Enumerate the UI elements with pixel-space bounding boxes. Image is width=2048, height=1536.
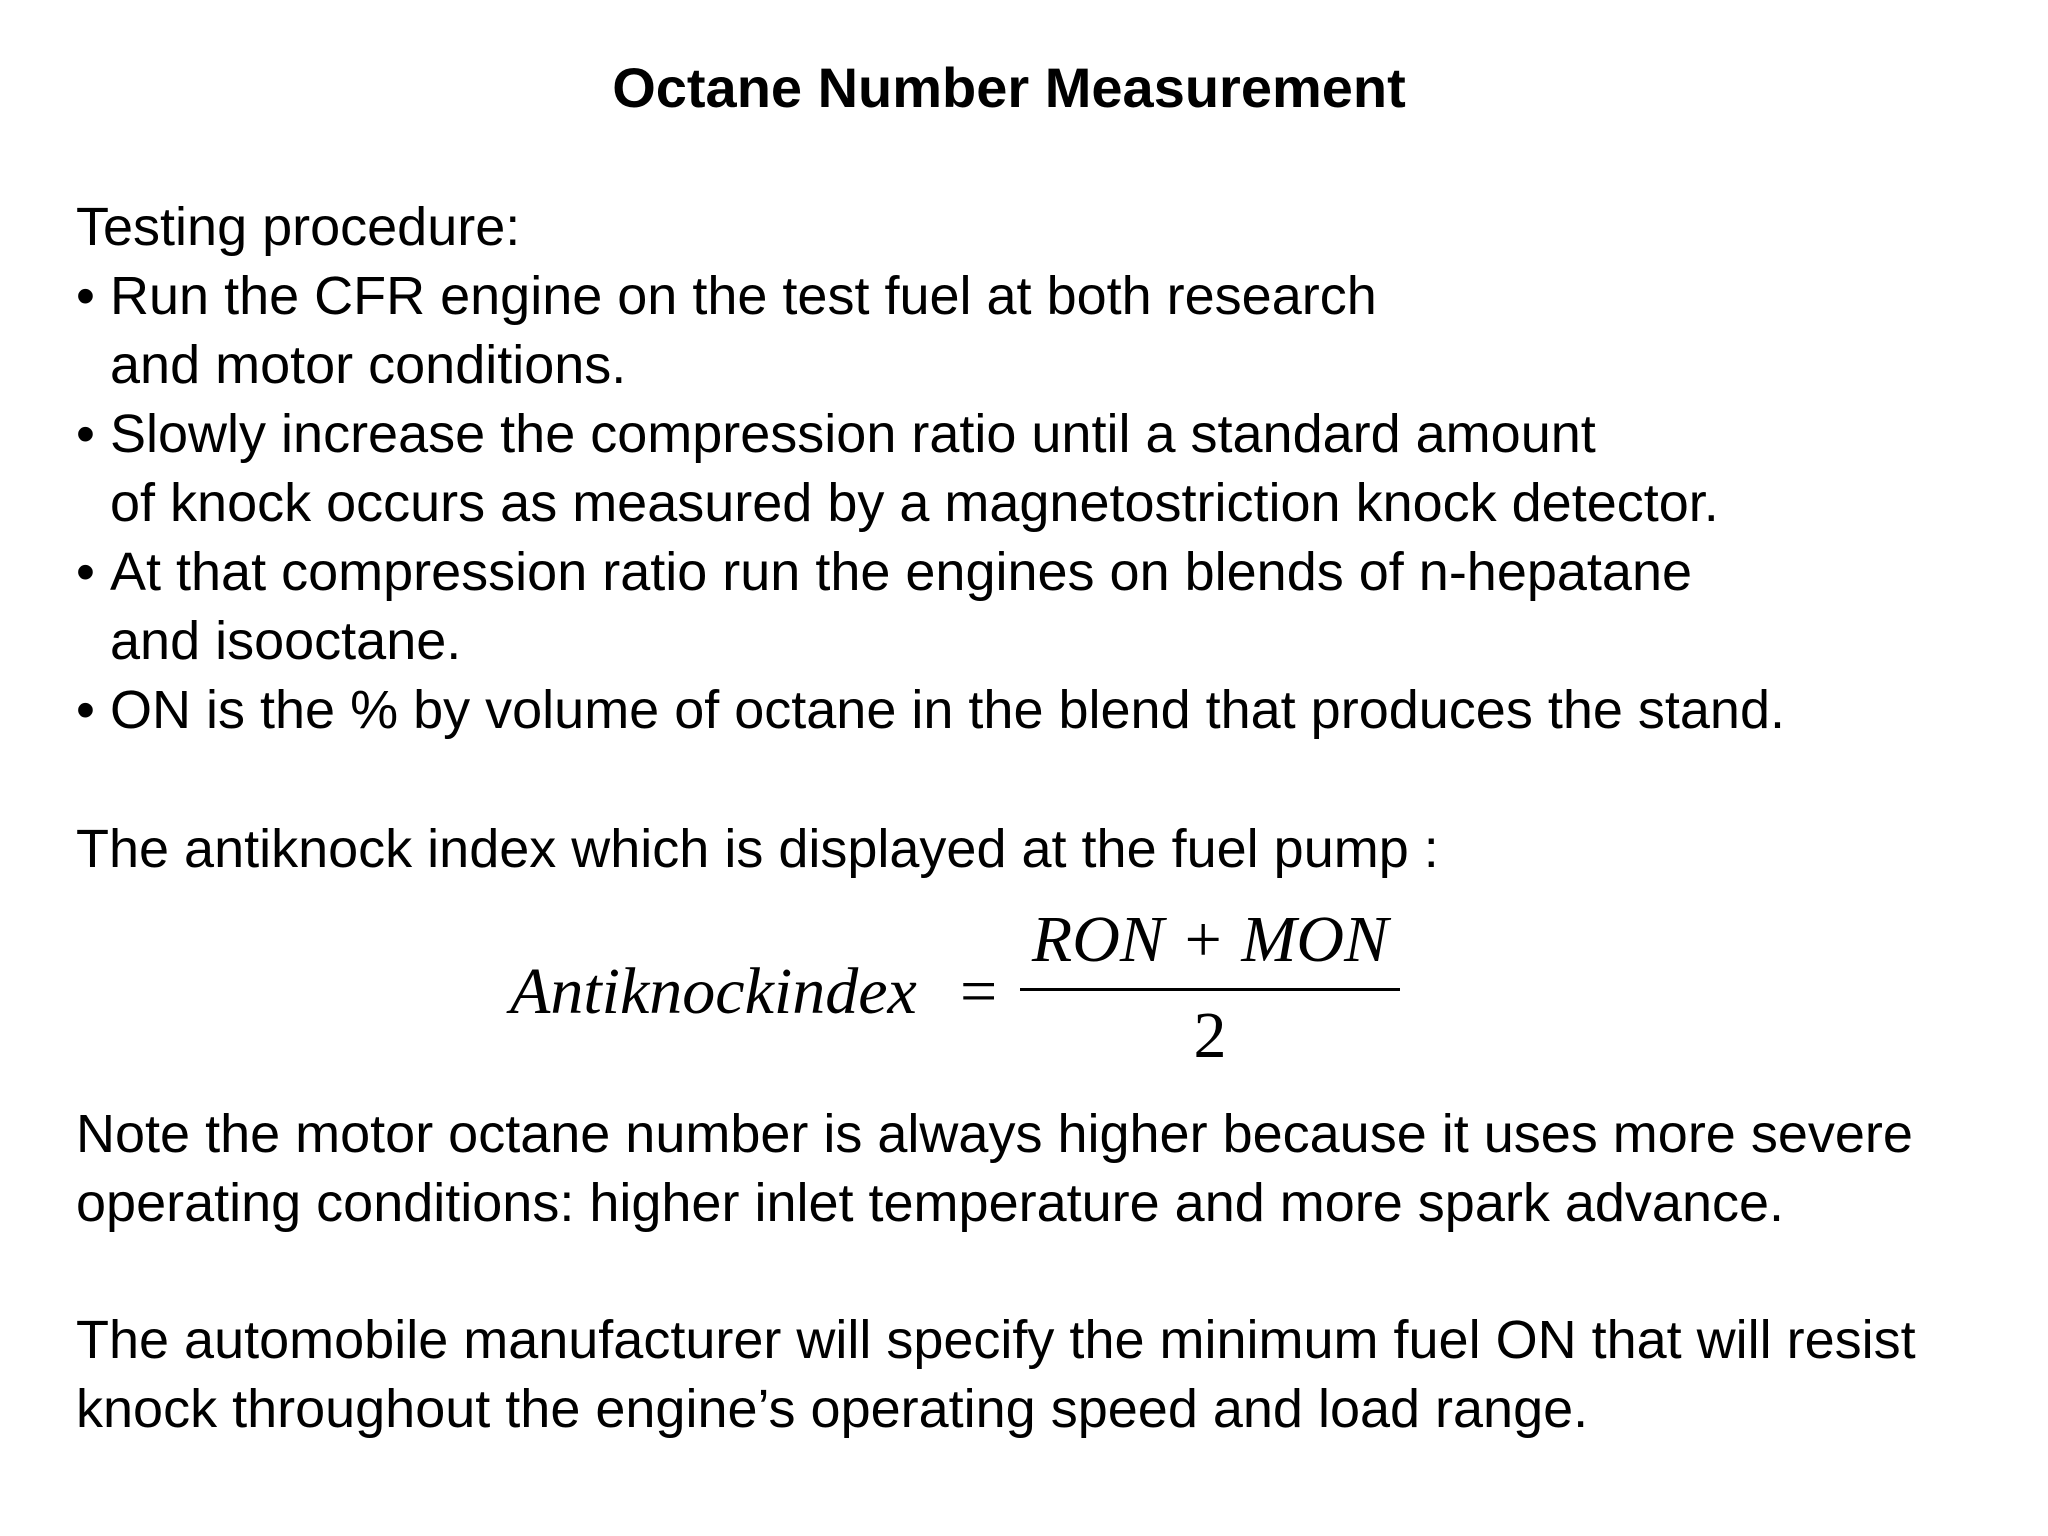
note-line: operating conditions: higher inlet temperature and more spark advance. [76, 1173, 1785, 1233]
procedure-bullet-4 [76, 676, 1785, 745]
testing-procedure-heading: Testing procedure: [76, 197, 521, 257]
manufacturer-line: knock throughout the engine’s operating speed and load range. [76, 1379, 1589, 1439]
bullet-line: ON is the % by volume of octane in the blend that produces the stand. [110, 680, 1786, 740]
formula-equals: = [960, 955, 998, 1028]
formula-fraction [1020, 900, 1400, 1080]
bullet-dot: • [76, 404, 95, 464]
bullet-line: Run the CFR engine on the test fuel at both research [110, 266, 1377, 326]
manufacturer-paragraph [76, 1306, 1916, 1444]
formula-lhs: Antiknockindex [510, 955, 917, 1028]
formula-numerator: RON + MON [1031, 903, 1389, 976]
slide-title: Octane Number Measurement [612, 56, 1406, 119]
bullet-line: At that compression ratio run the engines on blends of n-hepatane [110, 542, 1693, 602]
bullet-line: of knock occurs as measured by a magnetostriction knock detector. [110, 473, 1719, 533]
bullet-dot: • [76, 266, 95, 326]
manufacturer-line: The automobile manufacturer will specify the minimum fuel ON that will resist [76, 1310, 1916, 1370]
note-line: Note the motor octane number is always higher because it uses more severe [76, 1104, 1913, 1164]
antiknock-formula [510, 900, 1410, 1080]
procedure-bullet-list [76, 262, 1785, 745]
bullet-line: Slowly increase the compression ratio until a standard amount [110, 404, 1596, 464]
procedure-bullet-2 [76, 400, 1785, 538]
formula-denominator: 2 [1193, 999, 1227, 1072]
antiknock-heading: The antiknock index which is displayed at the fuel pump : [76, 819, 1439, 879]
bullet-dot: • [76, 680, 95, 740]
procedure-bullet-3 [76, 538, 1785, 676]
bullet-dot: • [76, 542, 95, 602]
bullet-line: and isooctane. [110, 611, 462, 671]
fraction-bar [1020, 988, 1400, 991]
bullet-line: and motor conditions. [110, 335, 627, 395]
procedure-bullet-1 [76, 262, 1785, 400]
note-paragraph [76, 1100, 1913, 1238]
